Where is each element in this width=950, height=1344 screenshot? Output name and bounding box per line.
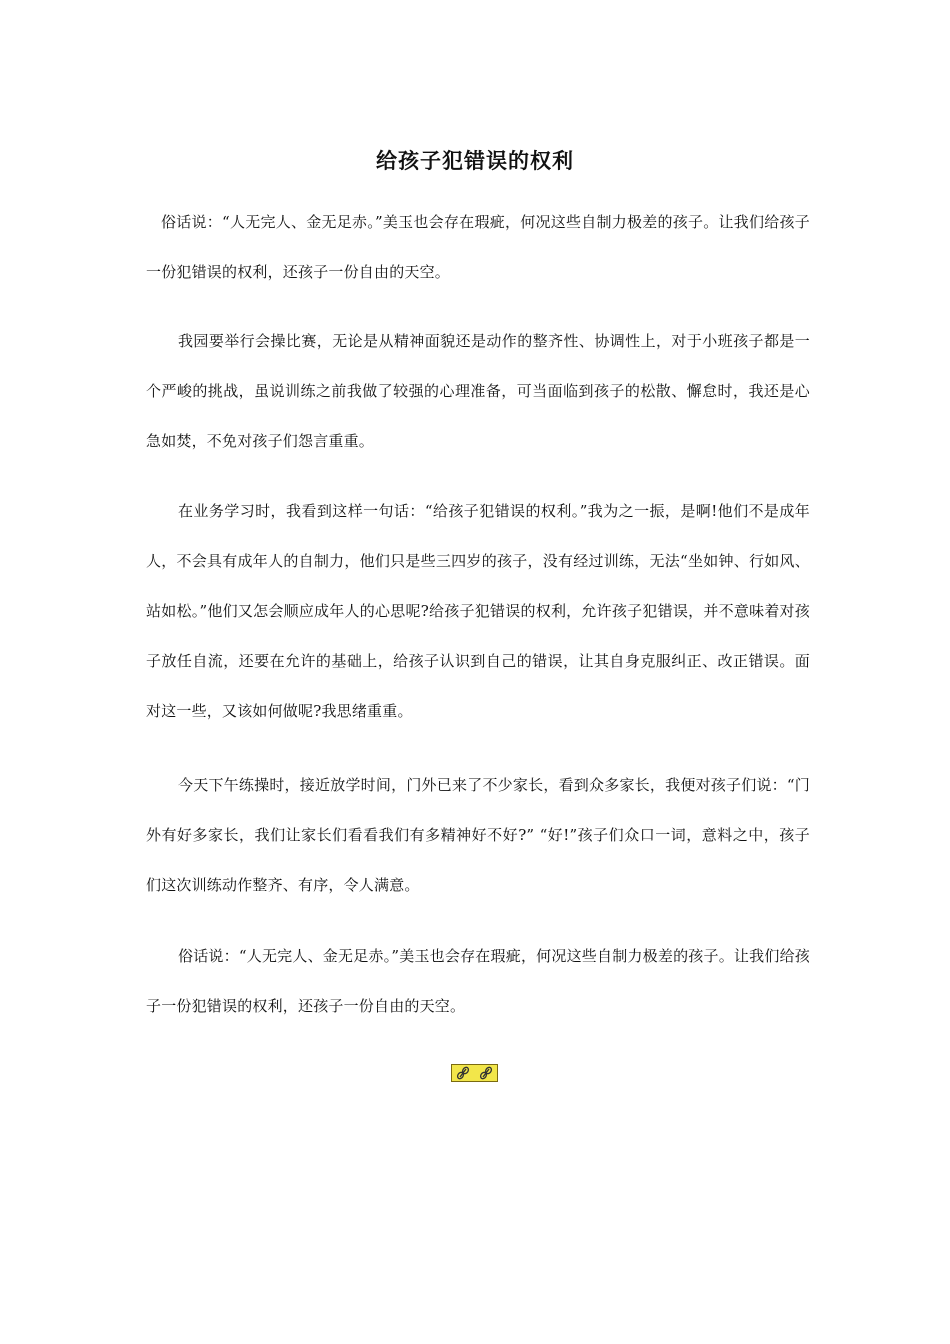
paragraph-2: 我园要举行会操比赛，无论是从精神面貌还是动作的整齐性、协调性上，对于小班孩子都是一个严峻的挑战，虽说训练之前我做了较强的心理准备，可当面临到孩子的松散、懈怠时，我还是心急如焚，不免对孩子们怨言重重。 (146, 332, 810, 450)
paragraph-3: 在业务学习时，我看到这样一句话：“给孩子犯错误的权利。”我为之一振，是啊!他们不是成年人，不会具有成年人的自制力，他们只是些三四岁的孩子，没有经过训练，无法“坐如钟、行如风、站如松。”他们又怎会顺应成年人的心思呢?给孩子犯错误的权利，允许孩子犯错误，并不意味着对孩子放任自流，还要在允许的基础上，给孩子认识到自己的错误，让其自身克服纠正、改正错误。面对这一些，又该如何做呢?我思绪重重。 (146, 502, 810, 720)
link-chain-icon (455, 1066, 471, 1080)
paragraph-4: 今天下午练操时，接近放学时间，门外已来了不少家长，看到众多家长，我便对孩子们说：“门外有好多家长，我们让家长们看看我们有多精神好不好?” “好!”孩子们众口一词，意料之中，孩子们这次训练动作整齐、有序，令人满意。 (146, 776, 810, 894)
link-chain-icon (478, 1066, 494, 1080)
document-title: 给孩子犯错误的权利 (376, 149, 574, 173)
paragraph-5: 俗话说：“人无完人、金无足赤。”美玉也会存在瑕疵，何况这些自制力极差的孩子。让我们给孩子一份犯错误的权利，还孩子一份自由的天空。 (146, 947, 810, 1015)
footer-link-mark (451, 1064, 498, 1082)
paragraph-1: 俗话说：“人无完人、金无足赤。”美玉也会存在瑕疵，何况这些自制力极差的孩子。让我们给孩子一份犯错误的权利，还孩子一份自由的天空。 (146, 213, 810, 281)
